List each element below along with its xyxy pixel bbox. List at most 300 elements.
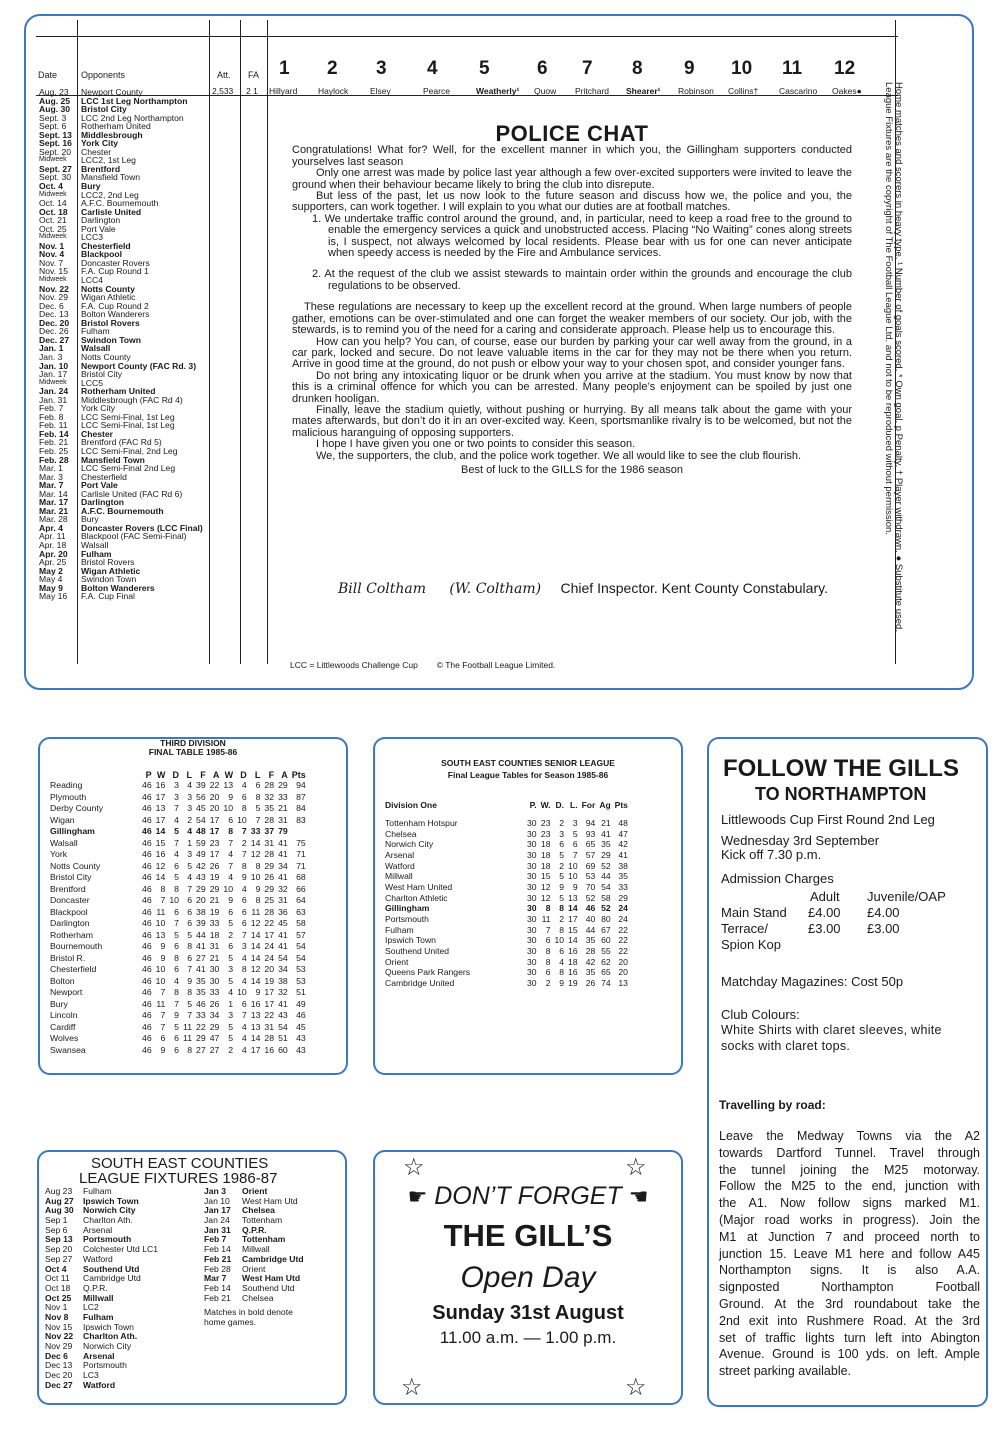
table-cell: 10	[554, 935, 565, 946]
table-cell: 7	[572, 849, 578, 860]
table-cell: 46	[142, 941, 152, 951]
player-name: Haylock	[318, 86, 349, 96]
table-header-cell: P.	[529, 800, 537, 810]
table-cell: 63	[296, 906, 306, 917]
table-cell: 46	[142, 791, 152, 802]
table-cell: 45	[296, 1021, 306, 1032]
fixture-row	[39, 216, 229, 225]
table-cell: 10	[155, 964, 166, 974]
table-cell: 35	[264, 803, 275, 813]
table-cell: 16	[250, 998, 261, 1009]
fixture-date: Sep 27	[45, 1253, 73, 1264]
fixture-date: Nov 29	[45, 1341, 73, 1351]
table-cell: 16	[264, 1044, 275, 1055]
team-name: Plymouth	[50, 791, 87, 802]
match-date: Wednesday 3rd September	[721, 833, 880, 848]
table-cell: 35	[196, 975, 206, 986]
team-name: Blackpool	[50, 906, 88, 917]
table-cell: 9	[255, 987, 261, 997]
fixture-opponent: Q.P.R.	[242, 1224, 267, 1235]
team-name: Gillingham	[50, 826, 95, 836]
travel-line: Northampton signs. It is also A.A.	[719, 1263, 980, 1278]
table-cell: 39	[196, 918, 206, 928]
team-name: Chesterfield	[50, 964, 97, 974]
fixture-date: Sept. 20	[39, 146, 72, 157]
table-cell: 46	[142, 837, 152, 848]
fixture-date: Jan. 31	[39, 394, 68, 405]
table-cell: 7	[174, 998, 180, 1009]
fixture-date: Mar. 28	[39, 514, 68, 525]
table-cell: 17	[155, 791, 166, 802]
table-cell: 28	[264, 849, 275, 859]
table-cell: 46	[142, 1010, 152, 1020]
table-cell: 46	[142, 895, 152, 905]
team-name: Bolton	[50, 975, 75, 986]
table-cell: 14	[250, 929, 261, 940]
player-number: 11	[782, 58, 803, 79]
table-cell: 2	[545, 977, 551, 988]
table-cell: 15	[540, 871, 551, 882]
fixture-date: Aug 23	[45, 1186, 73, 1196]
table-cell: 28	[264, 906, 275, 917]
table-cell: 53	[585, 871, 596, 882]
table-row	[50, 872, 310, 884]
third-division-table	[50, 770, 310, 1056]
fa-header: FA	[248, 70, 260, 80]
table-cell: 17	[209, 826, 220, 836]
player-name: Pritchard	[575, 86, 610, 96]
table-cell: 93	[585, 828, 596, 839]
table-cell: 46	[142, 975, 152, 986]
player-name: Oakes●	[832, 86, 862, 96]
table-cell: 48	[196, 826, 206, 836]
table-cell: 70	[585, 881, 596, 892]
open-day-box	[373, 1150, 683, 1405]
table-cell: 16	[568, 945, 578, 956]
table-cell: 1	[187, 837, 193, 848]
team-name: Reading	[50, 780, 83, 790]
fixture-opponent: Arsenal	[83, 1224, 113, 1235]
table-cell: 2	[559, 818, 565, 828]
side-note-key: Home matches and scorers in heavy type. ¹ Number of goals scored. * Own goal. p Penalty. † Player withdrawn. ● Substitute used.	[893, 82, 904, 632]
table-row	[50, 930, 310, 942]
table-cell: 17	[264, 987, 275, 997]
player-number: 1	[279, 58, 290, 79]
fixture-opponent: York City	[81, 403, 116, 414]
table-cell: 13	[618, 977, 628, 988]
table-cell: 20	[618, 967, 628, 978]
fixture-opponent: LCC2, 2nd Leg	[81, 189, 139, 200]
table-cell: 68	[296, 872, 306, 882]
open-day-time: 11.00 a.m. — 1.00 p.m.	[439, 1328, 617, 1347]
table-cell: 46	[585, 903, 596, 914]
table-cell: 29	[264, 860, 275, 871]
table-cell: 46	[142, 803, 152, 813]
terrace-juvenile: £3.00	[867, 921, 900, 936]
fixture-date: Oct. 14	[39, 198, 67, 209]
table-cell: 22	[264, 918, 275, 928]
table-cell: 3	[174, 780, 180, 790]
fixture-opponent: Rotherham United	[81, 386, 156, 397]
table-cell: 39	[196, 780, 206, 790]
table-cell: 6	[545, 935, 551, 946]
fixture-opponent: Doncaster Rovers	[81, 257, 150, 268]
table-header-cell: L	[186, 770, 193, 780]
player-name: Robinson	[678, 86, 714, 96]
team-name: Wolves	[50, 1033, 79, 1043]
table-cell: 6	[559, 945, 565, 956]
table-cell: 10	[568, 871, 578, 882]
fixture-opponent: Bristol Rovers	[81, 317, 140, 328]
fixture-date: Aug. 25	[39, 95, 71, 106]
side-note-copyright: League Fixtures are the copyright of The Football League Ltd. and not to be reproduced without permission.	[883, 82, 894, 535]
fixture-opponent: Orient	[242, 1186, 268, 1196]
fixture-date: Oct 18	[45, 1282, 71, 1293]
table-cell: 10	[223, 803, 234, 813]
fixture-opponent: LCC5	[81, 377, 103, 388]
fixture-opponent: Chesterfield	[81, 471, 127, 482]
player-number: 9	[684, 58, 695, 79]
table-cell: 6	[241, 998, 247, 1009]
table-cell: 7	[187, 883, 193, 894]
fixture-date: Midweek	[39, 233, 67, 241]
player-number: 3	[376, 58, 387, 79]
team-name: Bristol City	[50, 872, 92, 882]
team-name: Portsmouth	[385, 913, 429, 924]
table-cell: 8	[241, 803, 247, 813]
table-cell: 7	[160, 987, 166, 997]
table-cell: 29	[601, 849, 611, 860]
main-stand-juvenile: £4.00	[867, 905, 900, 920]
table-cell: 46	[142, 780, 152, 790]
fixture-opponent: Charlton Ath.	[83, 1331, 138, 1342]
table-cell: 46	[142, 998, 152, 1009]
table-row	[385, 893, 632, 904]
table-cell: 60	[278, 1044, 288, 1055]
travel-line: Leave the Medway Towns via the A2	[719, 1129, 980, 1143]
table-cell: 9	[160, 952, 166, 963]
table-cell: 26	[585, 977, 596, 988]
table-cell: 4	[174, 849, 180, 859]
colours-heading: Club Colours:	[721, 1007, 800, 1022]
table-cell: 8	[559, 967, 565, 978]
table-cell: 7	[241, 1010, 247, 1020]
table-cell: 31	[264, 1021, 275, 1032]
table-cell: 44	[196, 929, 206, 940]
table-cell: 30	[527, 818, 537, 828]
fixture-date: May 9	[39, 582, 63, 593]
table-cell: 46	[142, 906, 152, 917]
fixture-opponent: Notts County	[81, 351, 131, 362]
fixture-date: Nov. 22	[39, 283, 69, 294]
fixture-opponent: Portsmouth	[83, 1360, 127, 1371]
table-cell: 9	[160, 941, 166, 951]
colours-line: socks with claret tops.	[721, 1039, 851, 1053]
table-cell: 27	[196, 1044, 206, 1055]
table-header-cell	[50, 770, 142, 780]
table-cell: 7	[241, 826, 247, 836]
table-cell: 38	[278, 975, 288, 986]
fixture-row	[45, 1381, 200, 1391]
table-cell: 4	[174, 814, 180, 825]
table-cell: 30	[527, 849, 537, 860]
table-cell: 46	[142, 849, 152, 859]
table-header-cell: F	[268, 770, 275, 780]
fixture-date: Dec 20	[45, 1370, 73, 1381]
table-cell: 41	[196, 941, 206, 951]
table-cell: 21	[209, 952, 220, 963]
table-cell: 14	[250, 1033, 261, 1043]
fixture-date: Jan. 3	[39, 351, 63, 362]
table-cell: 20	[264, 964, 275, 974]
fixture-opponent: Notts County	[81, 283, 135, 294]
star-icon: ☆	[401, 1374, 423, 1401]
fixture-row	[39, 550, 229, 559]
fixture-date: Oct 11	[45, 1273, 70, 1284]
table-cell: 13	[568, 892, 578, 903]
table-cell: 9	[559, 881, 565, 892]
fixture-date: Dec. 26	[39, 326, 69, 337]
table-cell: 6	[174, 964, 180, 974]
fixture-opponent: Carlisle United (FAC Rd 6)	[81, 488, 183, 499]
table-cell: 22	[209, 780, 220, 790]
table-cell: 5	[228, 975, 234, 986]
fixture-date: Jan 31	[204, 1224, 231, 1235]
table-cell: 21	[209, 895, 220, 905]
fixture-opponent: Bristol City	[81, 369, 123, 380]
table-cell: 64	[296, 895, 306, 905]
fixtures-subtitle: LEAGUE FIXTURES 1986-87	[79, 1170, 278, 1187]
table-cell: 3	[572, 818, 578, 828]
table-cell: 46	[296, 1010, 306, 1020]
table-cell: 46	[142, 918, 152, 928]
table-cell: 30	[527, 881, 537, 892]
fixture-date: Jan. 17	[39, 369, 68, 380]
table-cell: 12	[250, 918, 261, 928]
table-cell: 32	[264, 791, 275, 802]
fixture-opponent: Blackpool (FAC Semi-Final)	[81, 531, 187, 542]
fixture-opponent: Cambridge Utd	[83, 1273, 141, 1284]
fixture-opponent: LC3	[83, 1370, 99, 1381]
table-cell: 80	[601, 913, 611, 924]
table-header-cell: Pts	[614, 800, 628, 810]
fixture-row	[39, 396, 229, 405]
table-cell: 8	[255, 791, 261, 802]
table-cell: 69	[585, 860, 596, 871]
table-cell: 58	[296, 918, 306, 928]
table-header-cell: P	[145, 770, 152, 780]
fixture-opponent: Fulham	[83, 1186, 112, 1196]
table-cell: 10	[237, 987, 247, 997]
table-cell: 16	[568, 967, 578, 978]
player-name: Quow	[534, 86, 557, 96]
table-cell: 29	[196, 1033, 206, 1043]
chat-paragraph: Do not bring any intoxicating liquor or be drunk when you arrive at the stadium. You must know by now that this is a criminal offence for which you can be arrested. Many people’s enjoyment can be spoiled by just one drunken hooligan.	[292, 369, 852, 405]
division-heading: Division One	[385, 800, 437, 810]
open-day-title: Open Day	[460, 1261, 596, 1294]
table-cell: 25	[264, 895, 275, 905]
table-cell: 8	[174, 987, 180, 997]
table-cell: 34	[209, 1010, 220, 1020]
fixtures-title: SOUTH EAST COUNTIES	[91, 1155, 269, 1172]
travel-line: towards Dartford Tunnel. Travel through	[719, 1145, 980, 1160]
table-cell: 30	[527, 839, 537, 850]
fixture-opponent: Bristol City	[81, 104, 127, 115]
sec-league-subtitle: Final League Tables for Season 1985-86	[447, 770, 609, 780]
table-cell: 22	[618, 945, 628, 956]
table-cell: 6	[255, 780, 261, 790]
table-cell: 35	[618, 871, 628, 882]
table-cell: 3	[187, 803, 193, 813]
table-cell: 33	[618, 881, 628, 892]
table-cell: 46	[142, 929, 152, 940]
player-number: 10	[731, 58, 753, 79]
fixture-date: Jan. 1	[39, 343, 64, 354]
table-cell: 42	[618, 839, 628, 850]
fixture-date: Mar. 21	[39, 505, 69, 516]
fixture-date: Nov 1	[45, 1302, 68, 1313]
team-name: Southend United	[385, 945, 450, 956]
fixture-opponent: York City	[81, 138, 119, 149]
table-row	[50, 907, 310, 919]
table-cell: 33	[196, 1010, 206, 1020]
table-header-cell: F	[200, 770, 206, 780]
table-cell: 54	[278, 1021, 288, 1032]
chat-paragraph: But less of the past, let us now look to the future season and discuss how we, the police and you, the supporters, can work together. I will explain to you what our duties are at football matches.	[292, 190, 852, 214]
travel-line: 2nd exit into Rushmere Road. At the 3rd	[719, 1313, 980, 1328]
fixture-date: Dec 27	[45, 1379, 73, 1390]
fixture-row	[39, 242, 229, 251]
table-cell: 7	[545, 924, 551, 935]
fixture-opponent: Chester	[81, 428, 113, 439]
fixture-date: Nov 8	[45, 1311, 69, 1322]
table-cell: 42	[196, 860, 206, 871]
fixture-opponent: F.A. Cup Final	[81, 591, 135, 602]
table-cell: 1	[228, 998, 234, 1009]
fixture-date: Apr. 18	[39, 539, 67, 550]
team-name: Notts County	[50, 860, 101, 871]
table-cell: 30	[527, 956, 537, 967]
table-cell: 30	[527, 924, 537, 935]
table-cell: 17	[264, 998, 275, 1009]
chat-paragraph: I hope I have given you one or two points to consider this season.	[316, 438, 636, 451]
fixture-date: Feb 14	[204, 1244, 231, 1255]
fixture-opponent: Tottenham	[242, 1234, 286, 1245]
fixture-opponent: LC2	[83, 1302, 99, 1313]
table-row	[385, 978, 632, 989]
table-cell: 15	[568, 924, 578, 935]
table-cell: 20	[196, 895, 206, 905]
admission-heading: Admission Charges	[721, 871, 834, 886]
magazines: Matchday Magazines: Cost 50p	[721, 974, 904, 989]
fixture-date: Nov. 15	[39, 266, 68, 277]
fixture-opponent: Wigan Athletic	[81, 565, 141, 576]
table-row	[50, 849, 310, 861]
fixture-date: Oct 4	[45, 1263, 67, 1274]
table-cell: 11	[541, 913, 551, 924]
table-cell: 11	[156, 906, 166, 917]
fixture-opponent: Chelsea	[242, 1292, 274, 1303]
terrace-adult: £3.00	[808, 921, 841, 936]
fixture-date: Feb 28	[204, 1263, 231, 1274]
table-cell: 6	[187, 895, 193, 905]
fixture-date: Oct 25	[45, 1292, 72, 1303]
table-row	[50, 861, 310, 873]
table-cell: 34	[278, 860, 288, 871]
table-cell: 29	[278, 780, 288, 790]
side-notes	[883, 82, 908, 672]
table-cell: 94	[585, 818, 596, 828]
table-cell: 35	[585, 967, 596, 978]
table-cell: 38	[196, 906, 206, 917]
table-cell: 5	[559, 871, 565, 882]
table-row	[50, 792, 310, 804]
fixture-date: Aug. 30	[39, 104, 71, 115]
fixture-date: Mar. 7	[39, 480, 64, 491]
table-cell: 6	[174, 860, 180, 871]
fixture-opponent: LCC Semi-Final, 2nd Leg	[81, 445, 178, 456]
table-cell: 33	[250, 826, 261, 836]
table-cell: 57	[296, 929, 306, 940]
table-header-cell: L.	[570, 800, 578, 810]
fixture-opponent: Middlesbrough (FAC Rd 4)	[81, 394, 183, 405]
table-cell: 10	[155, 975, 166, 986]
player-name: Elsey	[370, 86, 391, 96]
table-cell: 8	[187, 987, 193, 997]
table-row	[50, 884, 310, 896]
player-name: Shearer¹	[626, 86, 661, 96]
table-cell: 4	[241, 1044, 247, 1055]
table-header-cell: For	[581, 800, 596, 810]
table-cell: 6	[187, 918, 193, 928]
open-day-date: Sunday 31st August	[432, 1302, 624, 1324]
table-cell: 9	[572, 881, 578, 892]
fixture-opponent: Southend Utd	[83, 1263, 140, 1274]
table-row	[50, 987, 310, 999]
table-row	[385, 935, 632, 946]
fixture-date: Feb. 25	[39, 445, 69, 456]
table-cell: 2	[559, 913, 565, 924]
team-name: Arsenal	[385, 849, 415, 860]
table-cell: 6	[241, 906, 247, 917]
fixture-opponent: Walsall	[81, 343, 111, 354]
fixture-opponent: Millwall	[242, 1244, 270, 1255]
table-header-cell: W	[224, 770, 234, 780]
table-cell: 10	[237, 814, 247, 825]
table-cell: 54	[196, 814, 206, 825]
star-icon: ☆	[625, 1154, 647, 1181]
fixture-date: Mar. 14	[39, 488, 68, 499]
table-cell: 9	[559, 977, 565, 988]
fixture-date: Sep 1	[45, 1215, 68, 1226]
table-cell: 21	[601, 818, 611, 828]
fixture-date: May 2	[39, 565, 63, 576]
travel-line: the A1. Now follow signs marked M1.	[719, 1196, 980, 1211]
travel-line: the tunnel joining the M25 motorway.	[719, 1162, 980, 1177]
table-cell: 45	[278, 918, 288, 928]
team-name: Charlton Athletic	[385, 892, 448, 903]
sign-off: Best of luck to the GILLS for the 1986 season	[461, 463, 683, 476]
footer-notes	[290, 660, 555, 670]
table-header-cell: W	[156, 770, 166, 780]
fixture-row	[45, 1216, 200, 1226]
table-cell: 11	[183, 1021, 193, 1032]
table-row	[50, 895, 310, 907]
table-cell: 47	[209, 1033, 220, 1043]
table-cell: 13	[155, 929, 166, 940]
follow-subtitle: TO NORTHAMPTON	[755, 784, 927, 804]
table-row	[50, 1045, 310, 1057]
